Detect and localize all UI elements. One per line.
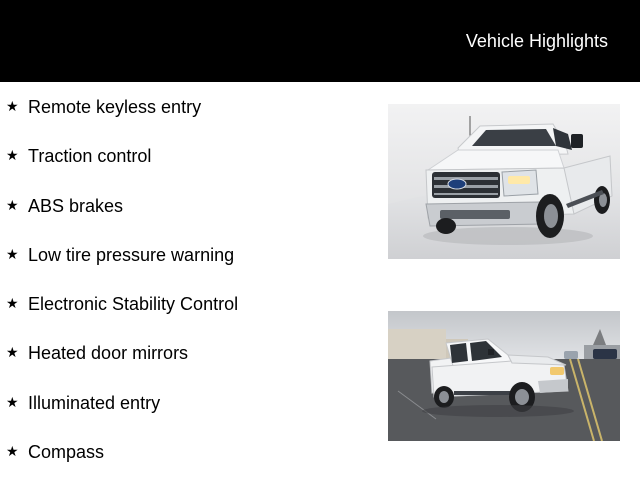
feature-label: Low tire pressure warning	[28, 244, 235, 265]
feature-item	[6, 392, 238, 441]
star-icon: ★	[6, 98, 19, 114]
feature-item	[6, 441, 238, 480]
truck-front-image	[388, 104, 620, 259]
star-icon: ★	[6, 344, 19, 361]
feature-item	[6, 145, 238, 194]
feature-item	[6, 244, 238, 293]
feature-label: Traction control	[28, 146, 152, 167]
star-icon: ★	[6, 295, 19, 312]
feature-label: ABS brakes	[28, 195, 124, 216]
vehicle-photo-side[interactable]	[388, 311, 620, 441]
feature-label: Remote keyless entry	[28, 97, 202, 117]
truck-side-image	[388, 311, 620, 441]
star-icon: ★	[6, 147, 19, 164]
feature-item	[6, 195, 238, 244]
star-icon: ★	[6, 245, 19, 262]
feature-label: Illuminated entry	[28, 392, 161, 413]
feature-label: Electronic Stability Control	[28, 294, 239, 315]
page-title: Vehicle Highlights	[465, 31, 608, 51]
feature-label: Compass	[28, 442, 105, 463]
star-icon: ★	[6, 196, 19, 213]
star-icon: ★	[6, 393, 19, 410]
feature-item	[6, 342, 238, 391]
header-bar	[0, 0, 640, 82]
feature-list	[6, 96, 238, 480]
feature-item	[6, 293, 238, 342]
vehicle-photo-front[interactable]	[388, 104, 620, 259]
feature-label: Heated door mirrors	[28, 343, 189, 364]
feature-item	[6, 96, 238, 145]
star-icon: ★	[6, 443, 19, 460]
